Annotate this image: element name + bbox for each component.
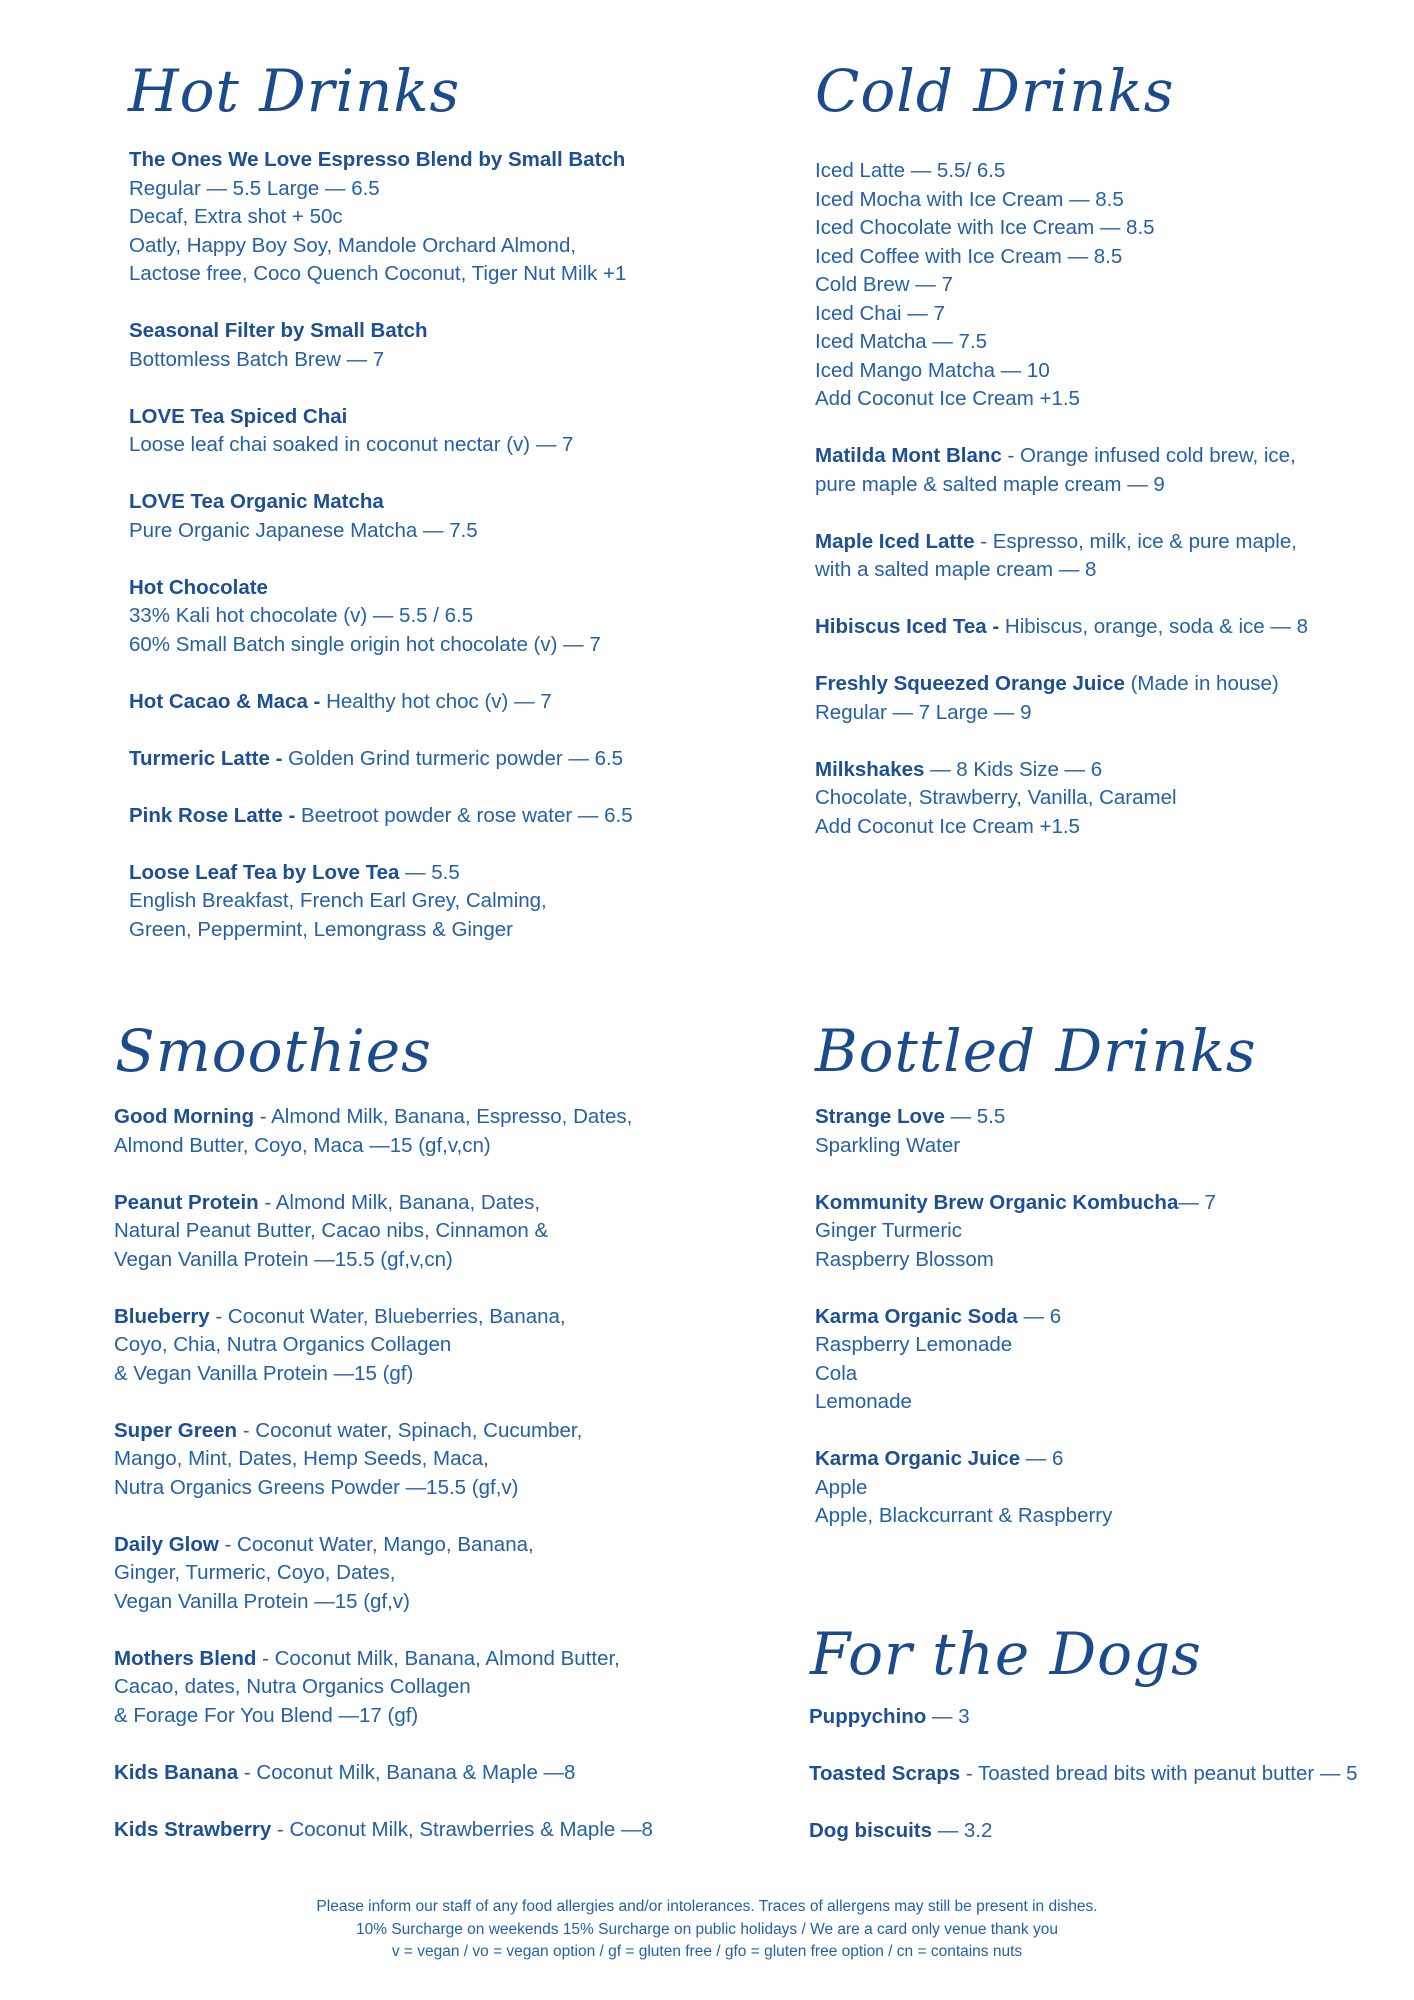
menu-item-price: - Coconut Water, Mango, Banana, (218, 1532, 534, 1556)
menu-item-title-line (809, 1703, 1357, 1732)
menu-item-name: Karma Organic Juice (815, 1447, 1021, 1470)
menu-item-name: The Ones We Love Espresso Blend by Small Batch (129, 148, 626, 171)
menu-item-detail: Apple (815, 1475, 868, 1499)
menu-item-name: LOVE Tea Organic Matcha (129, 490, 384, 513)
menu-item (129, 488, 633, 545)
menu-item-price: Beetroot powder & rose water — 6.5 (295, 803, 633, 827)
menu-item-detail: with a salted maple cream — 8 (815, 558, 1097, 581)
menu-item-name: Freshly Squeezed Orange Juice (815, 672, 1125, 695)
menu-item-detail: Bottomless Batch Brew — 7 (129, 347, 385, 371)
menu-item (114, 1759, 653, 1788)
menu-item-name: Kommunity Brew Organic Kombucha (815, 1190, 1179, 1214)
drink-list-line: Cold Brew — 7 (815, 273, 953, 296)
menu-item (129, 317, 633, 374)
menu-item-price: - Toasted bread bits with peanut butter — 5 (960, 1762, 1358, 1785)
menu-item-title-line (129, 146, 633, 175)
footer-surcharge-note: 10% Surcharge on weekends 15% Surcharge on public holidays / We are a card only venue thank you (356, 1920, 1058, 1938)
menu-item-title-line (114, 1189, 653, 1218)
menu-item-title-line (815, 442, 1308, 471)
menu-item-detail: Sparkling Water (815, 1133, 961, 1157)
menu-item-name: Super Green (114, 1418, 238, 1442)
cold-drinks-heading: Cold Drinks (815, 57, 1175, 125)
smoothies-heading: Smoothies (115, 1017, 432, 1085)
menu-item-price: - Almond Milk, Banana, Dates, (258, 1190, 541, 1214)
menu-item-title-line (809, 1817, 1357, 1846)
menu-item-name: Matilda Mont Blanc (815, 444, 1002, 467)
for-the-dogs-heading: For the Dogs (810, 1620, 1202, 1688)
menu-item-title-line (129, 403, 633, 432)
menu-item-name: Mothers Blend (114, 1646, 257, 1670)
footer-dietary-legend: v = vegan / vo = vegan option / gf = gluten free / gfo = gluten free option / cn = contains nuts (391, 1943, 1023, 1960)
smoothies-section (114, 1103, 653, 1844)
menu-item-title-line (129, 859, 633, 888)
menu-item-price: Golden Grind turmeric powder — 6.5 (282, 746, 624, 770)
menu-item-detail: Ginger Turmeric (815, 1219, 962, 1242)
drink-list-line: Add Coconut Ice Cream +1.5 (815, 387, 1080, 410)
menu-item (815, 670, 1308, 727)
menu-item (815, 1103, 1216, 1160)
menu-item-title-line (114, 1103, 653, 1132)
menu-item-detail: Nutra Organics Greens Powder —15.5 (gf,v) (114, 1475, 519, 1499)
menu-item (114, 1531, 653, 1617)
menu-item (809, 1817, 1357, 1846)
menu-item-title-line (114, 1645, 653, 1674)
menu-item-price: - Orange infused cold brew, ice, (1001, 444, 1296, 467)
menu-item (815, 442, 1308, 499)
menu-item-detail: Decaf, Extra shot + 50c (129, 205, 343, 228)
plain-drink-list (815, 157, 1308, 414)
menu-item (114, 1103, 653, 1160)
menu-item-detail: & Forage For You Blend —17 (gf) (114, 1703, 419, 1727)
menu-item-name: Toasted Scraps (809, 1762, 961, 1785)
menu-item-detail: & Vegan Vanilla Protein —15 (gf) (114, 1361, 414, 1385)
menu-item (129, 802, 633, 831)
menu-item-title-line (114, 1759, 653, 1788)
cold-drinks-section (815, 157, 1308, 841)
drink-list-line: Iced Coffee with Ice Cream — 8.5 (815, 244, 1123, 268)
menu-item (815, 613, 1308, 642)
menu-item-name: Karma Organic Soda (815, 1304, 1018, 1328)
menu-item-price: - Coconut water, Spinach, Cucumber, (237, 1418, 583, 1442)
menu-item (815, 1303, 1216, 1417)
menu-item-detail: Lemonade (815, 1390, 912, 1413)
menu-item-price: — 3.2 (932, 1819, 993, 1842)
menu-item (129, 403, 633, 460)
menu-item-title-line (129, 317, 633, 346)
menu-item-price: (Made in house) (1124, 672, 1279, 695)
menu-item (129, 146, 633, 289)
menu-item-title-line (815, 613, 1308, 642)
menu-item-name: Daily Glow (114, 1532, 219, 1556)
menu-item-name: Seasonal Filter by Small Batch (129, 319, 428, 342)
menu-item-title-line (114, 1303, 653, 1332)
menu-item-name: Hot Cacao & Maca - (129, 689, 321, 713)
allergen-footer (0, 1896, 1414, 1964)
footer-allergen-note: Please inform our staff of any food allergies and/or intolerances. Traces of allergens may still be present in dishes. (316, 1898, 1098, 1915)
menu-item-name: Milkshakes (815, 757, 925, 781)
hot-drinks-section (129, 146, 633, 944)
for-the-dogs-section (809, 1703, 1357, 1846)
menu-item-name: Puppychino (809, 1705, 927, 1728)
menu-item-title-line (129, 688, 633, 717)
menu-item (815, 528, 1308, 585)
menu-item-title-line (114, 1531, 653, 1560)
drink-list-line: Iced Chai — 7 (815, 301, 945, 325)
menu-item-price: — 3 (926, 1705, 970, 1728)
menu-item (815, 1189, 1216, 1275)
menu-item-detail: Regular — 5.5 Large — 6.5 (129, 176, 380, 200)
hot-drinks-heading: Hot Drinks (128, 57, 461, 125)
menu-item (129, 859, 633, 945)
menu-item-detail: Loose leaf chai soaked in coconut nectar (v) — 7 (129, 433, 574, 456)
menu-item-title-line (129, 802, 633, 831)
menu-item-price: Healthy hot choc (v) — 7 (320, 689, 552, 713)
menu-item-name: LOVE Tea Spiced Chai (129, 404, 348, 428)
menu-item (114, 1417, 653, 1503)
menu-item-price: — 8 Kids Size — 6 (924, 757, 1103, 781)
menu-item-price: — 7 (1178, 1190, 1216, 1214)
menu-item-name: Hibiscus Iced Tea - (815, 615, 1000, 638)
menu-item-detail: Coyo, Chia, Nutra Organics Collagen (114, 1333, 452, 1356)
menu-item (129, 574, 633, 660)
menu-item-name: Strange Love (815, 1105, 945, 1128)
menu-item-detail: Vegan Vanilla Protein —15 (gf,v) (114, 1589, 410, 1613)
menu-item-title-line (129, 574, 633, 603)
menu-item (129, 688, 633, 717)
menu-item-title-line (815, 670, 1308, 699)
menu-item-detail: Regular — 7 Large — 9 (815, 700, 1032, 724)
menu-item-price: Hibiscus, orange, soda & ice — 8 (999, 615, 1308, 638)
menu-item-title-line (114, 1417, 653, 1446)
drink-list-line: Iced Mango Matcha — 10 (815, 358, 1050, 382)
menu-item-name: Pink Rose Latte - (129, 803, 296, 827)
menu-item-title-line (809, 1760, 1357, 1789)
menu-item-detail: English Breakfast, French Earl Grey, Calming, (129, 889, 547, 912)
menu-item-detail: 60% Small Batch single origin hot chocolate (v) — 7 (129, 632, 601, 656)
menu-item-detail: Mango, Mint, Dates, Hemp Seeds, Maca, (114, 1447, 489, 1470)
menu-item-detail: Add Coconut Ice Cream +1.5 (815, 814, 1080, 838)
menu-item-detail: pure maple & salted maple cream — 9 (815, 472, 1165, 496)
menu-item-name: Peanut Protein (114, 1190, 259, 1214)
menu-item (815, 1445, 1216, 1531)
menu-item-price: — 5.5 (399, 860, 460, 884)
menu-item-price: - Coconut Milk, Strawberries & Maple —8 (271, 1817, 653, 1841)
menu-item-name: Hot Chocolate (129, 575, 268, 599)
menu-item-detail: Almond Butter, Coyo, Maca —15 (gf,v,cn) (114, 1133, 491, 1157)
menu-item-title-line (114, 1816, 653, 1845)
menu-item-detail: Oatly, Happy Boy Soy, Mandole Orchard Almond, (129, 233, 577, 257)
menu-item-price: — 5.5 (944, 1105, 1006, 1128)
menu-item-detail: Pure Organic Japanese Matcha — 7.5 (129, 518, 478, 542)
menu-item-name: Dog biscuits (809, 1819, 933, 1842)
menu-item-detail: Ginger, Turmeric, Coyo, Dates, (114, 1561, 396, 1584)
menu-item-title-line (129, 745, 633, 774)
menu-item (114, 1303, 653, 1389)
menu-item-detail: 33% Kali hot chocolate (v) — 5.5 / 6.5 (129, 604, 474, 627)
menu-item (114, 1816, 653, 1845)
menu-item-detail: Vegan Vanilla Protein —15.5 (gf,v,cn) (114, 1247, 453, 1271)
drink-list-line: Iced Mocha with Ice Cream — 8.5 (815, 187, 1124, 211)
menu-item-name: Maple Iced Latte (815, 529, 975, 553)
menu-item-detail: Raspberry Lemonade (815, 1333, 1013, 1356)
menu-item-price: - Almond Milk, Banana, Espresso, Dates, (254, 1105, 633, 1128)
menu-item-title-line (815, 1189, 1216, 1218)
menu-item-detail: Cola (815, 1361, 858, 1385)
menu-item-price: - Coconut Water, Blueberries, Banana, (209, 1304, 566, 1328)
menu-item-title-line (815, 1303, 1216, 1332)
menu-item-price: — 6 (1017, 1304, 1062, 1328)
menu-item-price: - Coconut Milk, Banana & Maple —8 (238, 1760, 576, 1784)
bottled-drinks-section (815, 1103, 1216, 1531)
menu-item-price: — 6 (1020, 1447, 1064, 1470)
menu-item (129, 745, 633, 774)
drink-list-line: Iced Latte — 5.5/ 6.5 (815, 159, 1006, 182)
drink-list-line: Iced Matcha — 7.5 (815, 330, 988, 353)
menu-item-name: Kids Strawberry (114, 1817, 272, 1841)
menu-item-price: - Espresso, milk, ice & pure maple, (974, 529, 1297, 553)
menu-item-detail: Lactose free, Coco Quench Coconut, Tiger Nut Milk +1 (129, 262, 627, 285)
menu-item-name: Good Morning (114, 1105, 255, 1128)
menu-item (809, 1703, 1357, 1732)
drink-list-line: Iced Chocolate with Ice Cream — 8.5 (815, 216, 1155, 239)
menu-item-detail: Chocolate, Strawberry, Vanilla, Caramel (815, 786, 1177, 809)
menu-item-title-line (815, 528, 1308, 557)
bottled-drinks-heading: Bottled Drinks (815, 1017, 1257, 1085)
menu-item (114, 1189, 653, 1275)
menu-item-name: Loose Leaf Tea by Love Tea (129, 860, 400, 884)
menu-item-detail: Cacao, dates, Nutra Organics Collagen (114, 1675, 471, 1698)
menu-item-title-line (815, 1103, 1216, 1132)
menu-item-detail: Raspberry Blossom (815, 1247, 994, 1271)
menu-item-detail: Green, Peppermint, Lemongrass & Ginger (129, 917, 513, 941)
menu-item (114, 1645, 653, 1731)
menu-item-title-line (129, 488, 633, 517)
menu-item-price: - Coconut Milk, Banana, Almond Butter, (256, 1646, 620, 1670)
menu-item (815, 756, 1308, 842)
menu-item-name: Kids Banana (114, 1760, 239, 1784)
menu-item-title-line (815, 1445, 1216, 1474)
menu-item-name: Turmeric Latte - (129, 746, 283, 770)
menu-item-detail: Apple, Blackcurrant & Raspberry (815, 1504, 1113, 1527)
menu-item-title-line (815, 756, 1308, 785)
menu-item (809, 1760, 1357, 1789)
menu-item-detail: Natural Peanut Butter, Cacao nibs, Cinnamon & (114, 1219, 549, 1242)
menu-item-name: Blueberry (114, 1304, 210, 1328)
